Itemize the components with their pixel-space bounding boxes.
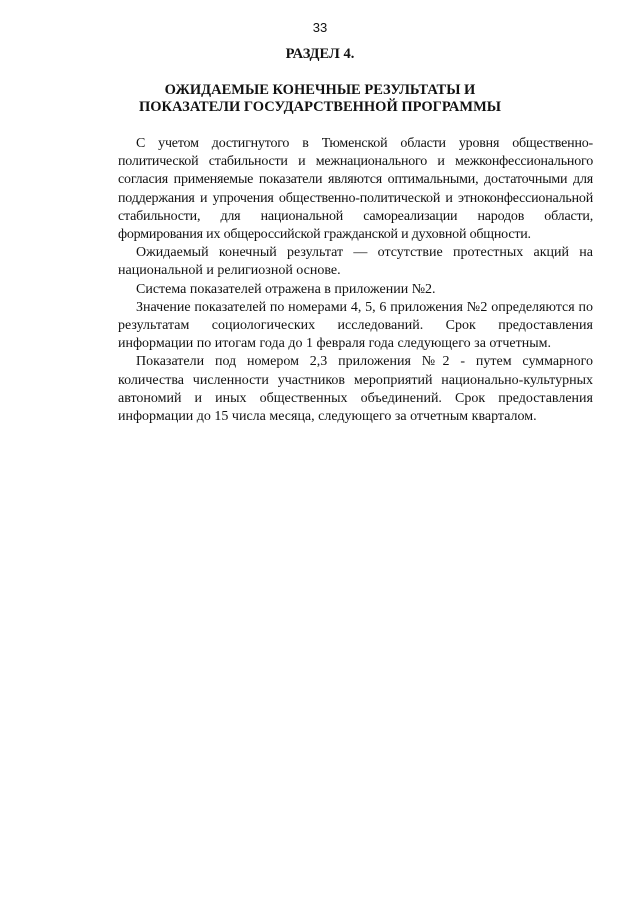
heading-line-2: ПОКАЗАТЕЛИ ГОСУДАРСТВЕННОЙ ПРОГРАММЫ <box>138 99 501 115</box>
paragraph-indicator-system: Система показателей отражена в приложении №2. <box>136 281 436 297</box>
body-text <box>118 135 593 426</box>
paragraph-indicators-2-3: Показатели под номером 2,3 приложения №2 - путем суммарного количества численности участников мероприятий национально-культурных автономий и иных общественных объединений. Срок предоставления информации до 15 числа месяца, следующего за отчетным кварталом. <box>118 354 593 425</box>
paragraph-indicators-4-5-6: Значение показателей по номерами 4, 5, 6 приложения №2 определяются по результатам социологических исследований. Срок предоставления информации по итогам года до 1 февраля года следующего за отчетным. <box>118 299 593 352</box>
paragraph-context: С учетом достигнутого в Тюменской области уровня общественно-политической стабильности и межнационального и межконфессионального согласия применяемые показатели являются оптимальными, достаточными для поддержания и упрочения общественно-политической и этноконфессиональной стабильности, для национальной самореализации народов области, формирования их общероссийской гражданской и духовной общности. <box>118 136 593 243</box>
heading-line-1: ОЖИДАЕМЫЕ КОНЕЧНЫЕ РЕЗУЛЬТАТЫ И <box>164 82 476 98</box>
page-heading <box>0 82 640 116</box>
paragraph-expected-result: Ожидаемый конечный результат — отсутствие протестных акций на национальной и религиозной основе. <box>118 245 593 279</box>
page-number: 33 <box>312 20 328 35</box>
section-title: РАЗДЕЛ 4. <box>285 46 355 62</box>
